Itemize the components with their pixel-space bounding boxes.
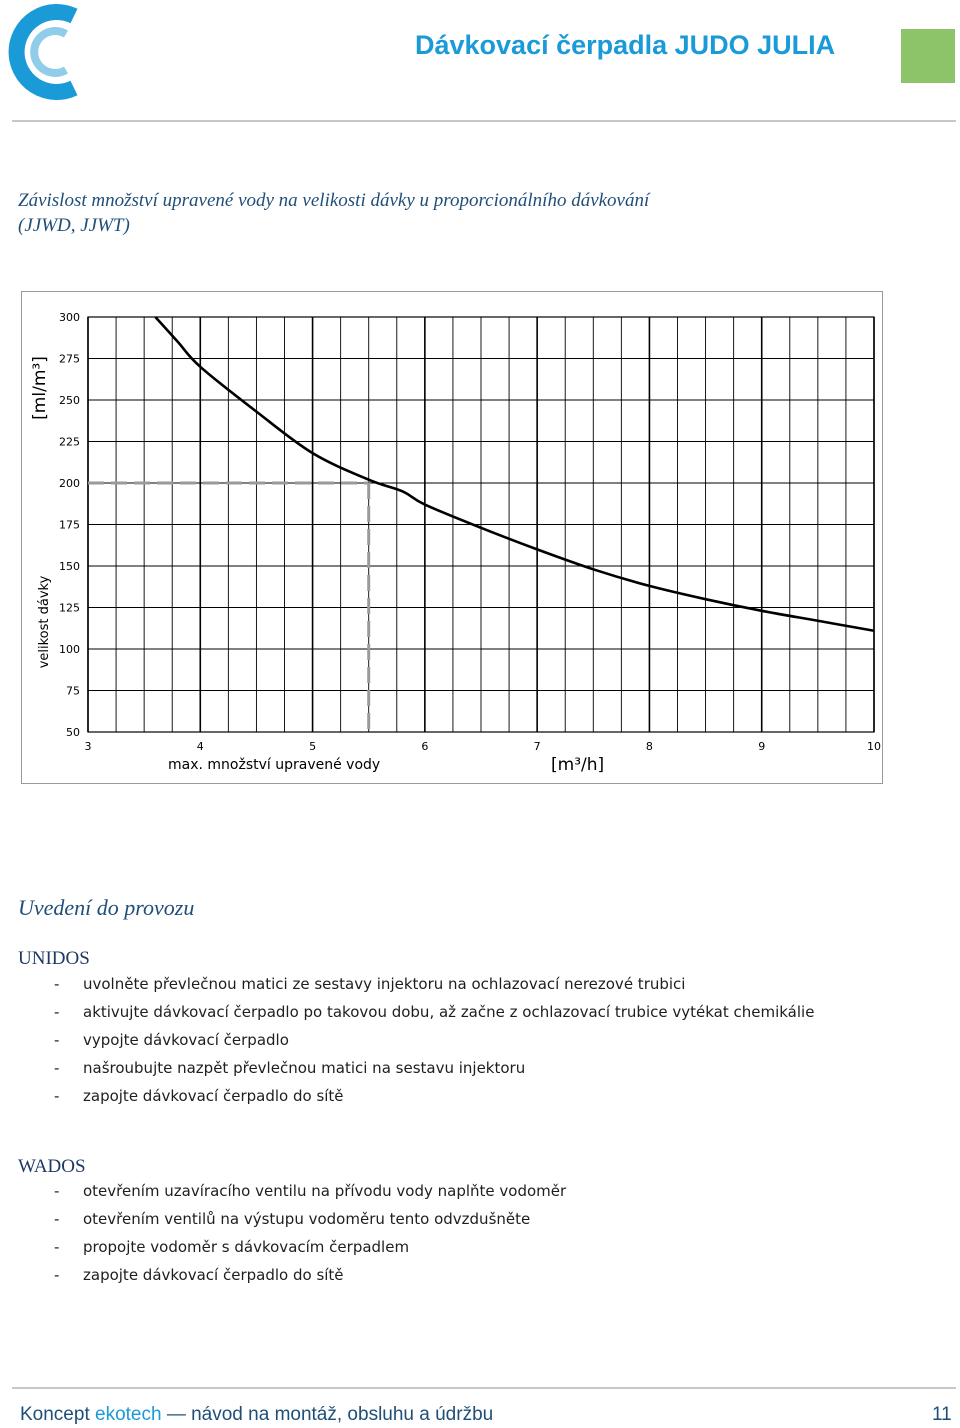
list-item-text: našroubujte nazpět převlečnou matici na sestavu injektoru (83, 1059, 526, 1077)
list-bullet: - (54, 1087, 60, 1105)
header-divider (12, 120, 956, 122)
list-item-text: vypojte dávkovací čerpadlo (83, 1031, 289, 1049)
chart-x-tick-label: 3 (84, 740, 92, 753)
list-item (48, 998, 814, 1026)
list-bullet: - (54, 1003, 60, 1021)
chart-heading-line1: Závislost množství upravené vody na velikosti dávky u proporcionálního dávkování (18, 190, 650, 211)
chart-y-tick-label: 75 (66, 684, 80, 698)
chart-y-tick-label: 275 (59, 352, 80, 366)
chart-y-tick-label: 175 (59, 518, 80, 532)
chart-series-line (155, 317, 874, 631)
chart-x-tick-label: 5 (309, 740, 317, 753)
list-item-text: uvolněte převlečnou matici ze sestavy injektoru na ochlazovací nerezové trubici (83, 975, 686, 993)
chart-y-tick-label: 150 (59, 560, 80, 573)
list-bullet: - (54, 1182, 60, 1200)
startup-heading: Uvedení do provozu (18, 895, 195, 920)
chart-heading (18, 188, 918, 238)
unidos-steps-list (48, 970, 814, 1110)
chart-y-tick-label: 100 (59, 643, 80, 656)
dose-chart (21, 291, 883, 784)
chart-y-label: velikost dávky (37, 575, 52, 669)
chart-x-unit: [m³/h] (551, 755, 605, 775)
list-bullet: - (54, 1031, 60, 1049)
chart-y-unit: [ml/m³] (30, 356, 50, 420)
list-bullet: - (54, 1266, 60, 1284)
list-item (48, 1261, 566, 1289)
list-item-text: propojte vodoměr s dávkovacím čerpadlem (83, 1238, 410, 1256)
page-title: Dávkovací čerpadla JUDO JULIA (415, 30, 836, 60)
dose-chart-svg (22, 292, 882, 783)
list-item-text: aktivujte dávkovací čerpadlo po takovou dobu, až začne z ochlazovací trubice vytékat chemikálie (83, 1003, 815, 1021)
chart-heading-line2: (JJWD, JJWT) (18, 215, 130, 236)
list-bullet: - (54, 1059, 60, 1077)
list-item-text: otevřením ventilů na výstupu vodoměru tento odvzdušněte (83, 1210, 531, 1228)
chart-x-tick-label: 8 (645, 740, 653, 753)
list-item (48, 1177, 566, 1205)
list-item-text: zapojte dávkovací čerpadlo do sítě (83, 1266, 344, 1284)
footer-divider (12, 1387, 956, 1389)
wados-steps-list (48, 1177, 566, 1289)
chart-x-label: max. množství upravené vody (168, 757, 381, 773)
chart-y-tick-label: 300 (59, 311, 80, 324)
chart-y-tick-label: 250 (59, 394, 80, 407)
company-logo (4, 4, 94, 100)
group-title-unidos: UNIDOS (18, 948, 90, 969)
list-item (48, 1233, 566, 1261)
footer-subtitle: návod na montáž, obsluhu a údržbu (191, 1404, 494, 1425)
chart-y-ticks (59, 311, 80, 739)
chart-y-tick-label: 200 (59, 477, 80, 490)
list-item-text: zapojte dávkovací čerpadlo do sítě (83, 1087, 344, 1105)
chart-x-ticks (85, 740, 882, 753)
footer-separator: — (161, 1404, 192, 1425)
chart-y-tick-label: 50 (66, 726, 80, 739)
footer-text (20, 1404, 493, 1426)
footer-brand-koncept: Koncept (20, 1404, 95, 1425)
chart-x-tick-label: 9 (758, 740, 766, 753)
list-item (48, 970, 814, 998)
chart-x-tick-label: 7 (533, 740, 541, 753)
chart-y-tick-label: 225 (59, 435, 80, 449)
list-item (48, 1026, 814, 1054)
chart-x-tick-label: 10 (867, 740, 881, 753)
list-bullet: - (54, 1238, 60, 1256)
chart-x-tick-label: 6 (421, 740, 429, 753)
list-item (48, 1082, 814, 1110)
header-accent-square (901, 29, 955, 83)
list-item-text: otevřením uzavíracího ventilu na přívodu vody naplňte vodoměr (83, 1182, 567, 1200)
list-bullet: - (54, 1210, 60, 1228)
list-bullet: - (54, 975, 60, 993)
list-item (48, 1054, 814, 1082)
chart-y-tick-label: 125 (59, 601, 80, 615)
group-title-wados: WADOS (18, 1156, 86, 1177)
list-item (48, 1205, 566, 1233)
footer-brand-ekotech: ekotech (95, 1404, 162, 1425)
chart-x-tick-label: 4 (196, 740, 204, 753)
page-number: 11 (932, 1404, 952, 1425)
